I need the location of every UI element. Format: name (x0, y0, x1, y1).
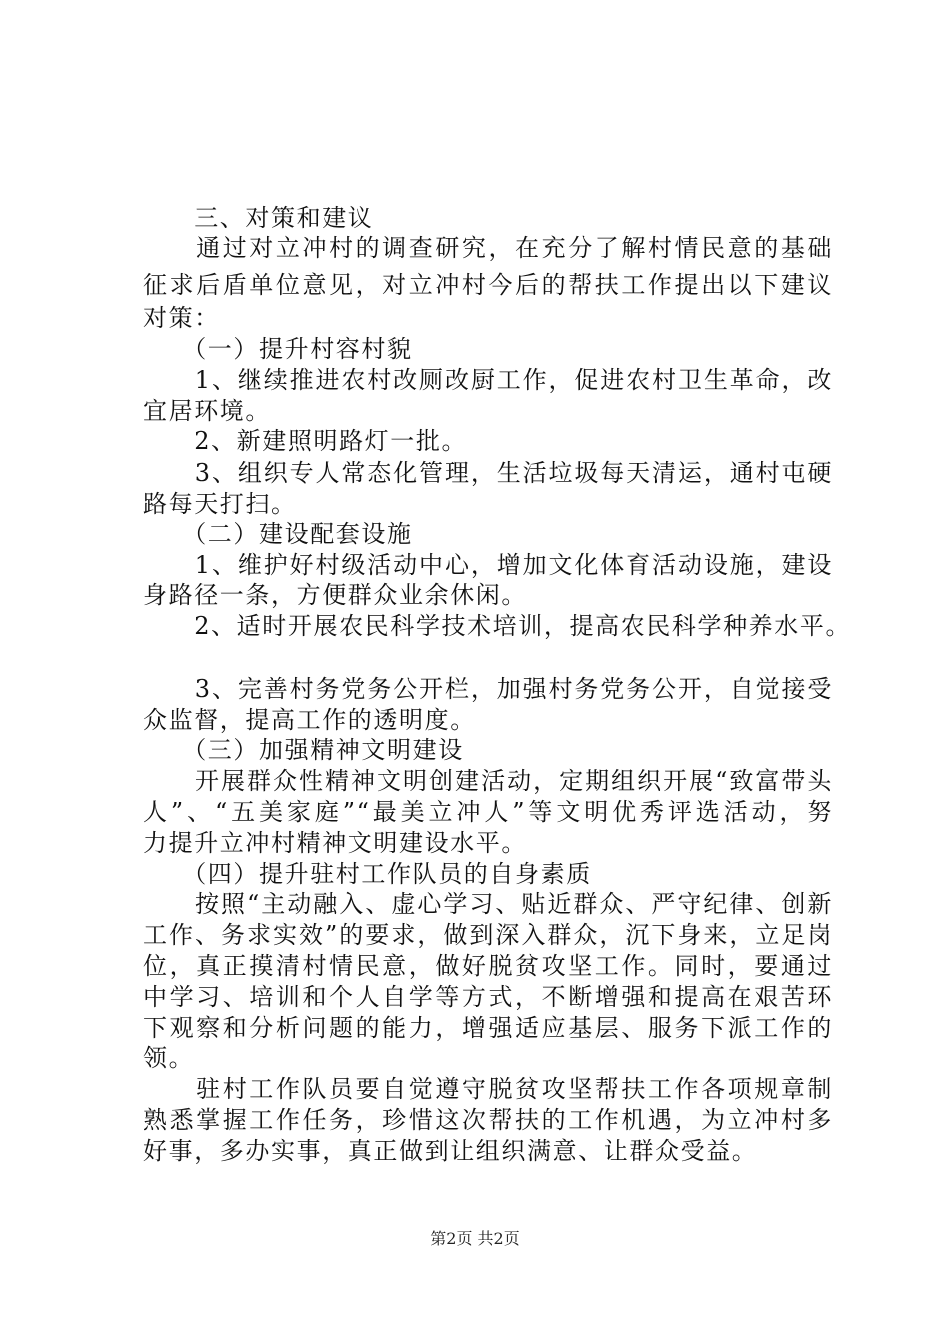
paragraph-line: 力提升立冲村精神文明建设水平。 (143, 829, 527, 857)
paragraph-line: 人”、“五美家庭”“最美立冲人”等文明优秀评选活动，努 (143, 798, 833, 826)
paragraph-line: 2、新建照明路灯一批。 (143, 427, 468, 455)
paragraph-line: 位，真正摸清村情民意，做好脱贫攻坚工作。同时，要通过 (143, 952, 833, 980)
page-number-footer: 第2页 共2页 (430, 1229, 520, 1248)
section-heading: 三、对策和建议 (143, 204, 374, 232)
paragraph-line: 1、维护好村级活动中心，增加文化体育活动设施，建设 (194, 551, 833, 579)
paragraph-line: 2、适时开展农民科学技术培训，提高农民科学种养水平。 (143, 612, 852, 640)
paragraph-line: 领。 (143, 1044, 195, 1072)
paragraph-line: 对策： (143, 304, 220, 332)
paragraph-line: 宜居环境。 (143, 397, 271, 425)
paragraph-line: 驻村工作队员要自觉遵守脱贫攻坚帮扶工作各项规章制 (196, 1075, 833, 1103)
paragraph-line: 好事，多办实事，真正做到让组织满意、让群众受益。 (143, 1137, 758, 1165)
paragraph-line: 征求后盾单位意见，对立冲村今后的帮扶工作提出以下建议 (143, 271, 833, 299)
paragraph-line: 按照“主动融入、虚心学习、贴近群众、严守纪律、创新 (143, 890, 833, 918)
paragraph-line: 下观察和分析问题的能力，增强适应基层、服务下派工作的 (143, 1014, 833, 1042)
paragraph-line: 工作、务求实效”的要求，做到深入群众，沉下身来，立足岗 (143, 921, 833, 949)
paragraph-line: 3、完善村务党务公开栏，加强村务党务公开，自觉接受 (194, 675, 833, 703)
paragraph-line: 路每天打扫。 (143, 490, 297, 518)
paragraph-line: 中学习、培训和个人自学等方式，不断增强和提高在艰苦环 (143, 983, 833, 1011)
paragraph-line: 1、继续推进农村改厕改厨工作，促进农村卫生革命，改 (194, 366, 833, 394)
paragraph-line: 3、组织专人常态化管理，生活垃圾每天清运，通村屯硬 (194, 459, 833, 487)
subsection-heading: （四）提升驻村工作队员的自身素质 (143, 860, 592, 888)
paragraph-line: 通过对立冲村的调查研究，在充分了解村情民意的基础 (196, 234, 833, 262)
subsection-heading: （三）加强精神文明建设 (143, 736, 464, 764)
subsection-heading: （二）建设配套设施 (143, 520, 413, 548)
paragraph-line: 身路径一条，方便群众业余休闲。 (143, 581, 527, 609)
paragraph-line: 开展群众性精神文明创建活动，定期组织开展“致富带头 (143, 767, 833, 795)
paragraph-line: 熟悉掌握工作任务，珍惜这次帮扶的工作机遇，为立冲村多 (143, 1106, 833, 1134)
subsection-heading: （一）提升村容村貌 (143, 335, 413, 363)
paragraph-line: 众监督，提高工作的透明度。 (143, 706, 476, 734)
